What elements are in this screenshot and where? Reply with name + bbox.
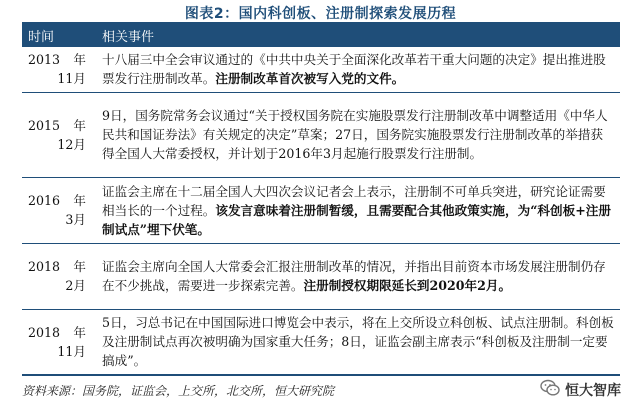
event-highlight: 注册制改革首次被写入党的文件。 xyxy=(215,71,405,87)
row-time xyxy=(22,177,96,243)
event-text: 证监会主席向全国人大常委会汇报注册制改革的情况，并指出目前资本市场发展注册制仍存在不少挑战，需要进一步探索完善。 xyxy=(102,259,606,293)
events-table xyxy=(22,22,620,376)
row-time xyxy=(22,309,96,375)
event-text: 9日，国务院常务会议通过“关于授权国务院在实施股票发行注册制改革中调整适用《中华人民共和国证券法》有关规定的决定”草案；27日，国务院实施股票发行注册制改革的举措获得全国人大常委授权，并计划于2016年3月起施行股票发行注册制。 xyxy=(102,108,608,161)
table-row xyxy=(22,309,620,375)
table-header-row xyxy=(22,24,620,47)
time-month: 2月 xyxy=(65,278,86,293)
row-time xyxy=(22,243,96,309)
table-row xyxy=(22,47,620,92)
wechat-icon xyxy=(540,379,565,401)
event-text: 证监会主席在十二届全国人大四次会议记者会上表示，注册制不可单兵突进，研究论证需要相当长的一个过程。 xyxy=(102,183,606,218)
time-year: 2018 年 xyxy=(28,324,86,340)
time-year: 2013 年 xyxy=(28,52,86,68)
watermark xyxy=(540,379,621,401)
time-year: 2015 年 xyxy=(28,117,86,133)
time-month: 11月 xyxy=(57,343,86,359)
event-text: 5日，习总书记在中国国际进口博览会中表示，将在上交所设立科创板、试点注册制。科创板及注册制试点再次被明确为国家重大任务；8日，证监会副主席表示“科创板及注册制一定要搞成”。 xyxy=(102,315,614,369)
row-time xyxy=(22,92,96,177)
table-row xyxy=(22,92,620,177)
row-time xyxy=(22,47,96,92)
row-event xyxy=(96,309,620,375)
watermark-text: 恒大智库 xyxy=(565,383,621,399)
source-note: 资料来源：国务院，证监会，上交所，北交所，恒大研究院 xyxy=(22,384,335,398)
row-event xyxy=(96,47,620,92)
event-highlight: 该发言意味着注册制暂缓，且需要配合其他政策实施，为“科创板+注册制试点”埋下伏笔。 xyxy=(102,202,611,237)
event-text: 十八届三中全会审议通过的《中共中央关于全面深化改革若干重大问题的决定》提出推进股票发行注册制改革。 xyxy=(102,52,606,87)
figure-title: 图表2：国内科创板、注册制探索发展历程 xyxy=(184,6,457,22)
event-highlight: 注册制授权期限延长到2020年2月。 xyxy=(303,278,512,293)
table-row xyxy=(22,243,620,309)
row-event xyxy=(96,92,620,177)
table-row xyxy=(22,177,620,243)
header-events: 相关事件 xyxy=(96,24,620,47)
row-event xyxy=(96,177,620,243)
time-month: 3月 xyxy=(65,212,86,227)
time-year: 2018 年 xyxy=(28,259,86,274)
time-month: 11月 xyxy=(57,71,86,87)
row-event xyxy=(96,243,620,309)
header-time: 时间 xyxy=(22,24,96,47)
time-month: 12月 xyxy=(57,136,86,152)
time-year: 2016 年 xyxy=(28,193,86,208)
